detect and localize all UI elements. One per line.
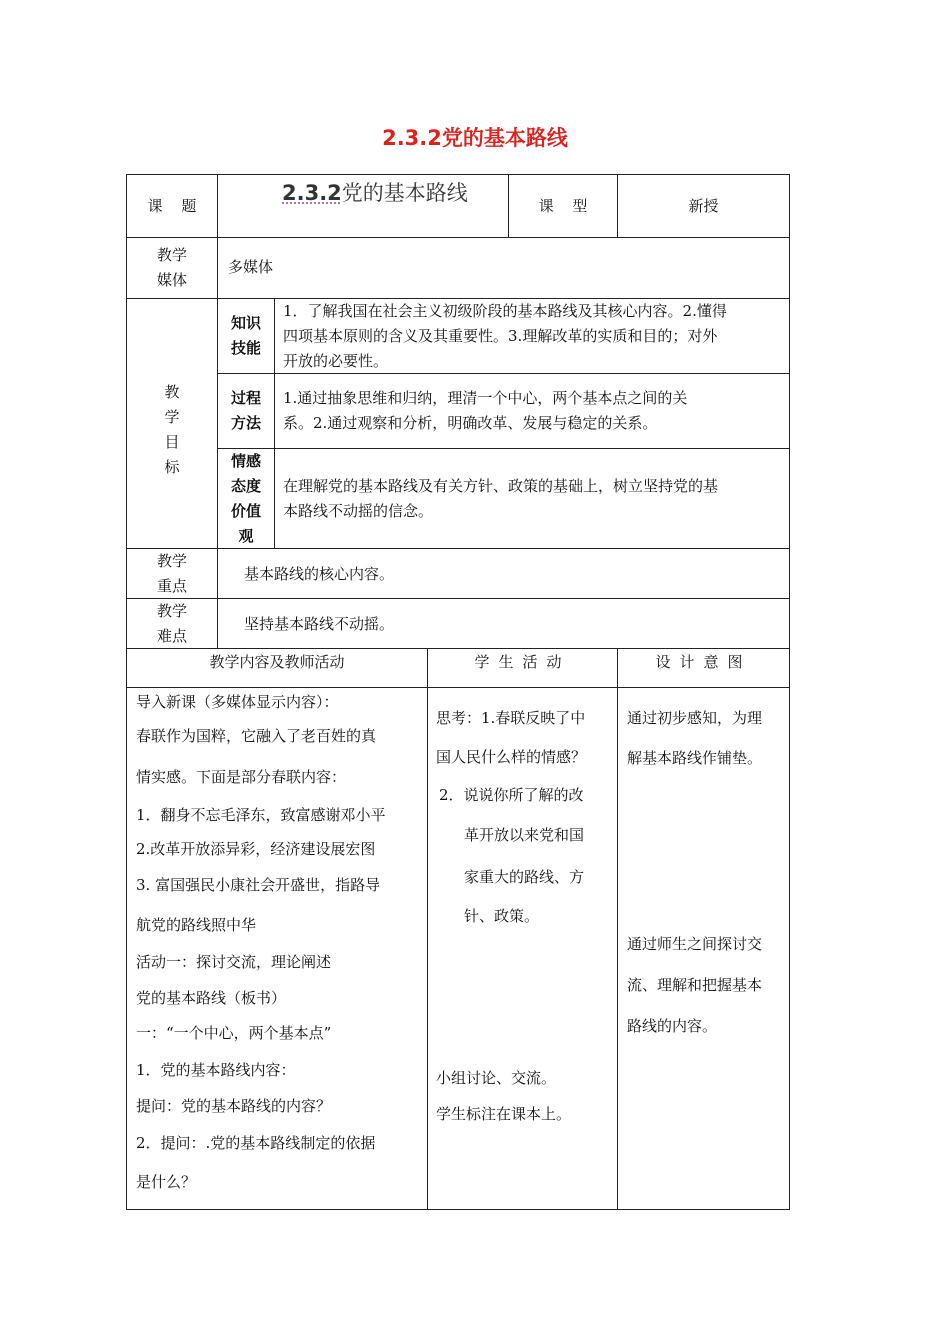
teacher-line-3: 情实感。下面是部分春联内容： [136, 768, 347, 786]
key-point-value: 基本路线的核心内容。 [244, 565, 395, 583]
design-header: 设计意图 [655, 653, 752, 671]
teacher-line-7: 航党的路线照中华 [136, 916, 257, 934]
difficulty-value: 坚持基本路线不动摇。 [244, 615, 395, 633]
process-label-2: 方法 [230, 414, 261, 432]
teacher-line-11: 1．党的基本路线内容： [136, 1061, 296, 1079]
key-point-label-2: 重点 [156, 577, 187, 595]
media-value-cell [217, 237, 790, 299]
knowledge-label-2: 技能 [230, 339, 261, 357]
student-header: 学生活动 [474, 653, 571, 671]
teacher-line-4: 1．翻身不忘毛泽东，致富感谢邓小平 [136, 806, 386, 824]
knowledge-line-3: 开放的必要性。 [283, 352, 389, 370]
student-line-1: 思考：1.春联反映了中 [436, 709, 586, 727]
student-line-2: 国人民什么样的情感？ [436, 748, 587, 766]
teacher-line-2: 春联作为国粹，它融入了老百姓的真 [136, 727, 377, 745]
page-title: 2.3.2党的基本路线 [382, 126, 568, 150]
objectives-label-1: 教 [164, 383, 180, 401]
process-line-2: 系。2.通过观察和分析，明确改革、发展与稳定的关系。 [283, 414, 658, 432]
topic-label: 课 题 [147, 197, 197, 215]
teacher-line-8: 活动一：探讨交流，理论阐述 [136, 953, 332, 971]
teacher-line-14: 是什么？ [136, 1173, 197, 1191]
student-line-6: 针、政策。 [464, 907, 540, 925]
difficulty-label-1: 教学 [156, 602, 187, 620]
content-header: 教学内容及教师活动 [209, 653, 345, 671]
student-line-3: 2．说说你所了解的改 [439, 786, 584, 804]
emotion-line-1: 在理解党的基本路线及有关方针、政策的基础上，树立坚持党的基 [283, 477, 719, 495]
difficulty-label-2: 难点 [156, 627, 187, 645]
teacher-line-10: 一：“一个中心，两个基本点” [136, 1024, 332, 1042]
design-line-4: 流、理解和把握基本 [627, 976, 763, 994]
process-line-1: 1.通过抽象思维和归纳，理清一个中心，两个基本点之间的关 [283, 389, 688, 407]
knowledge-line-1: 1．了解我国在社会主义初级阶段的基本路线及其核心内容。2.懂得 [283, 302, 727, 320]
emotion-label-1: 情感 [230, 452, 261, 470]
student-line-4: 革开放以来党和国 [464, 826, 585, 844]
media-label-line-1: 教学 [156, 246, 187, 264]
objectives-label-4: 标 [164, 458, 180, 476]
student-line-7: 小组讨论、交流。 [436, 1069, 557, 1087]
key-point-label-1: 教学 [156, 552, 187, 570]
knowledge-label-1: 知识 [230, 314, 261, 332]
topic-value [282, 177, 468, 207]
media-label-line-2: 媒体 [156, 271, 187, 289]
design-line-5: 路线的内容。 [627, 1017, 718, 1035]
teacher-line-6: 3. 富国强民小康社会开盛世，指路导 [136, 876, 381, 894]
design-line-2: 解基本路线作铺垫。 [627, 749, 763, 767]
design-line-1: 通过初步感知，为理 [627, 709, 763, 727]
type-label: 课 型 [538, 197, 588, 215]
emotion-label-2: 态度 [230, 477, 261, 495]
objectives-label-3: 目 [164, 433, 180, 451]
topic-value-text: 党的基本路线 [341, 181, 468, 205]
emotion-line-2: 本路线不动摇的信念。 [283, 502, 434, 520]
teacher-line-1: 导入新课（多媒体显示内容）： [136, 693, 339, 711]
design-line-3: 通过师生之间探讨交 [627, 935, 763, 953]
teacher-line-12: 提问：党的基本路线的内容？ [136, 1097, 332, 1115]
teacher-line-13: 2．提问：.党的基本路线制定的依据 [136, 1134, 376, 1152]
emotion-label-3: 价值 [230, 502, 261, 520]
process-label-1: 过程 [230, 389, 261, 407]
objectives-label-2: 学 [164, 408, 180, 426]
student-line-8: 学生标注在课本上。 [436, 1105, 572, 1123]
student-line-5: 家重大的路线、方 [464, 868, 585, 886]
media-value: 多媒体 [228, 258, 274, 276]
teacher-line-9: 党的基本路线（板书） [136, 989, 287, 1007]
topic-value-number: 2.3.2 [282, 181, 342, 205]
knowledge-line-2: 四项基本原则的含义及其重要性。3.理解改革的实质和目的；对外 [283, 327, 718, 345]
emotion-label-4: 观 [238, 527, 254, 545]
type-value: 新授 [688, 197, 719, 215]
teacher-line-5: 2.改革开放添异彩，经济建设展宏图 [136, 840, 376, 858]
